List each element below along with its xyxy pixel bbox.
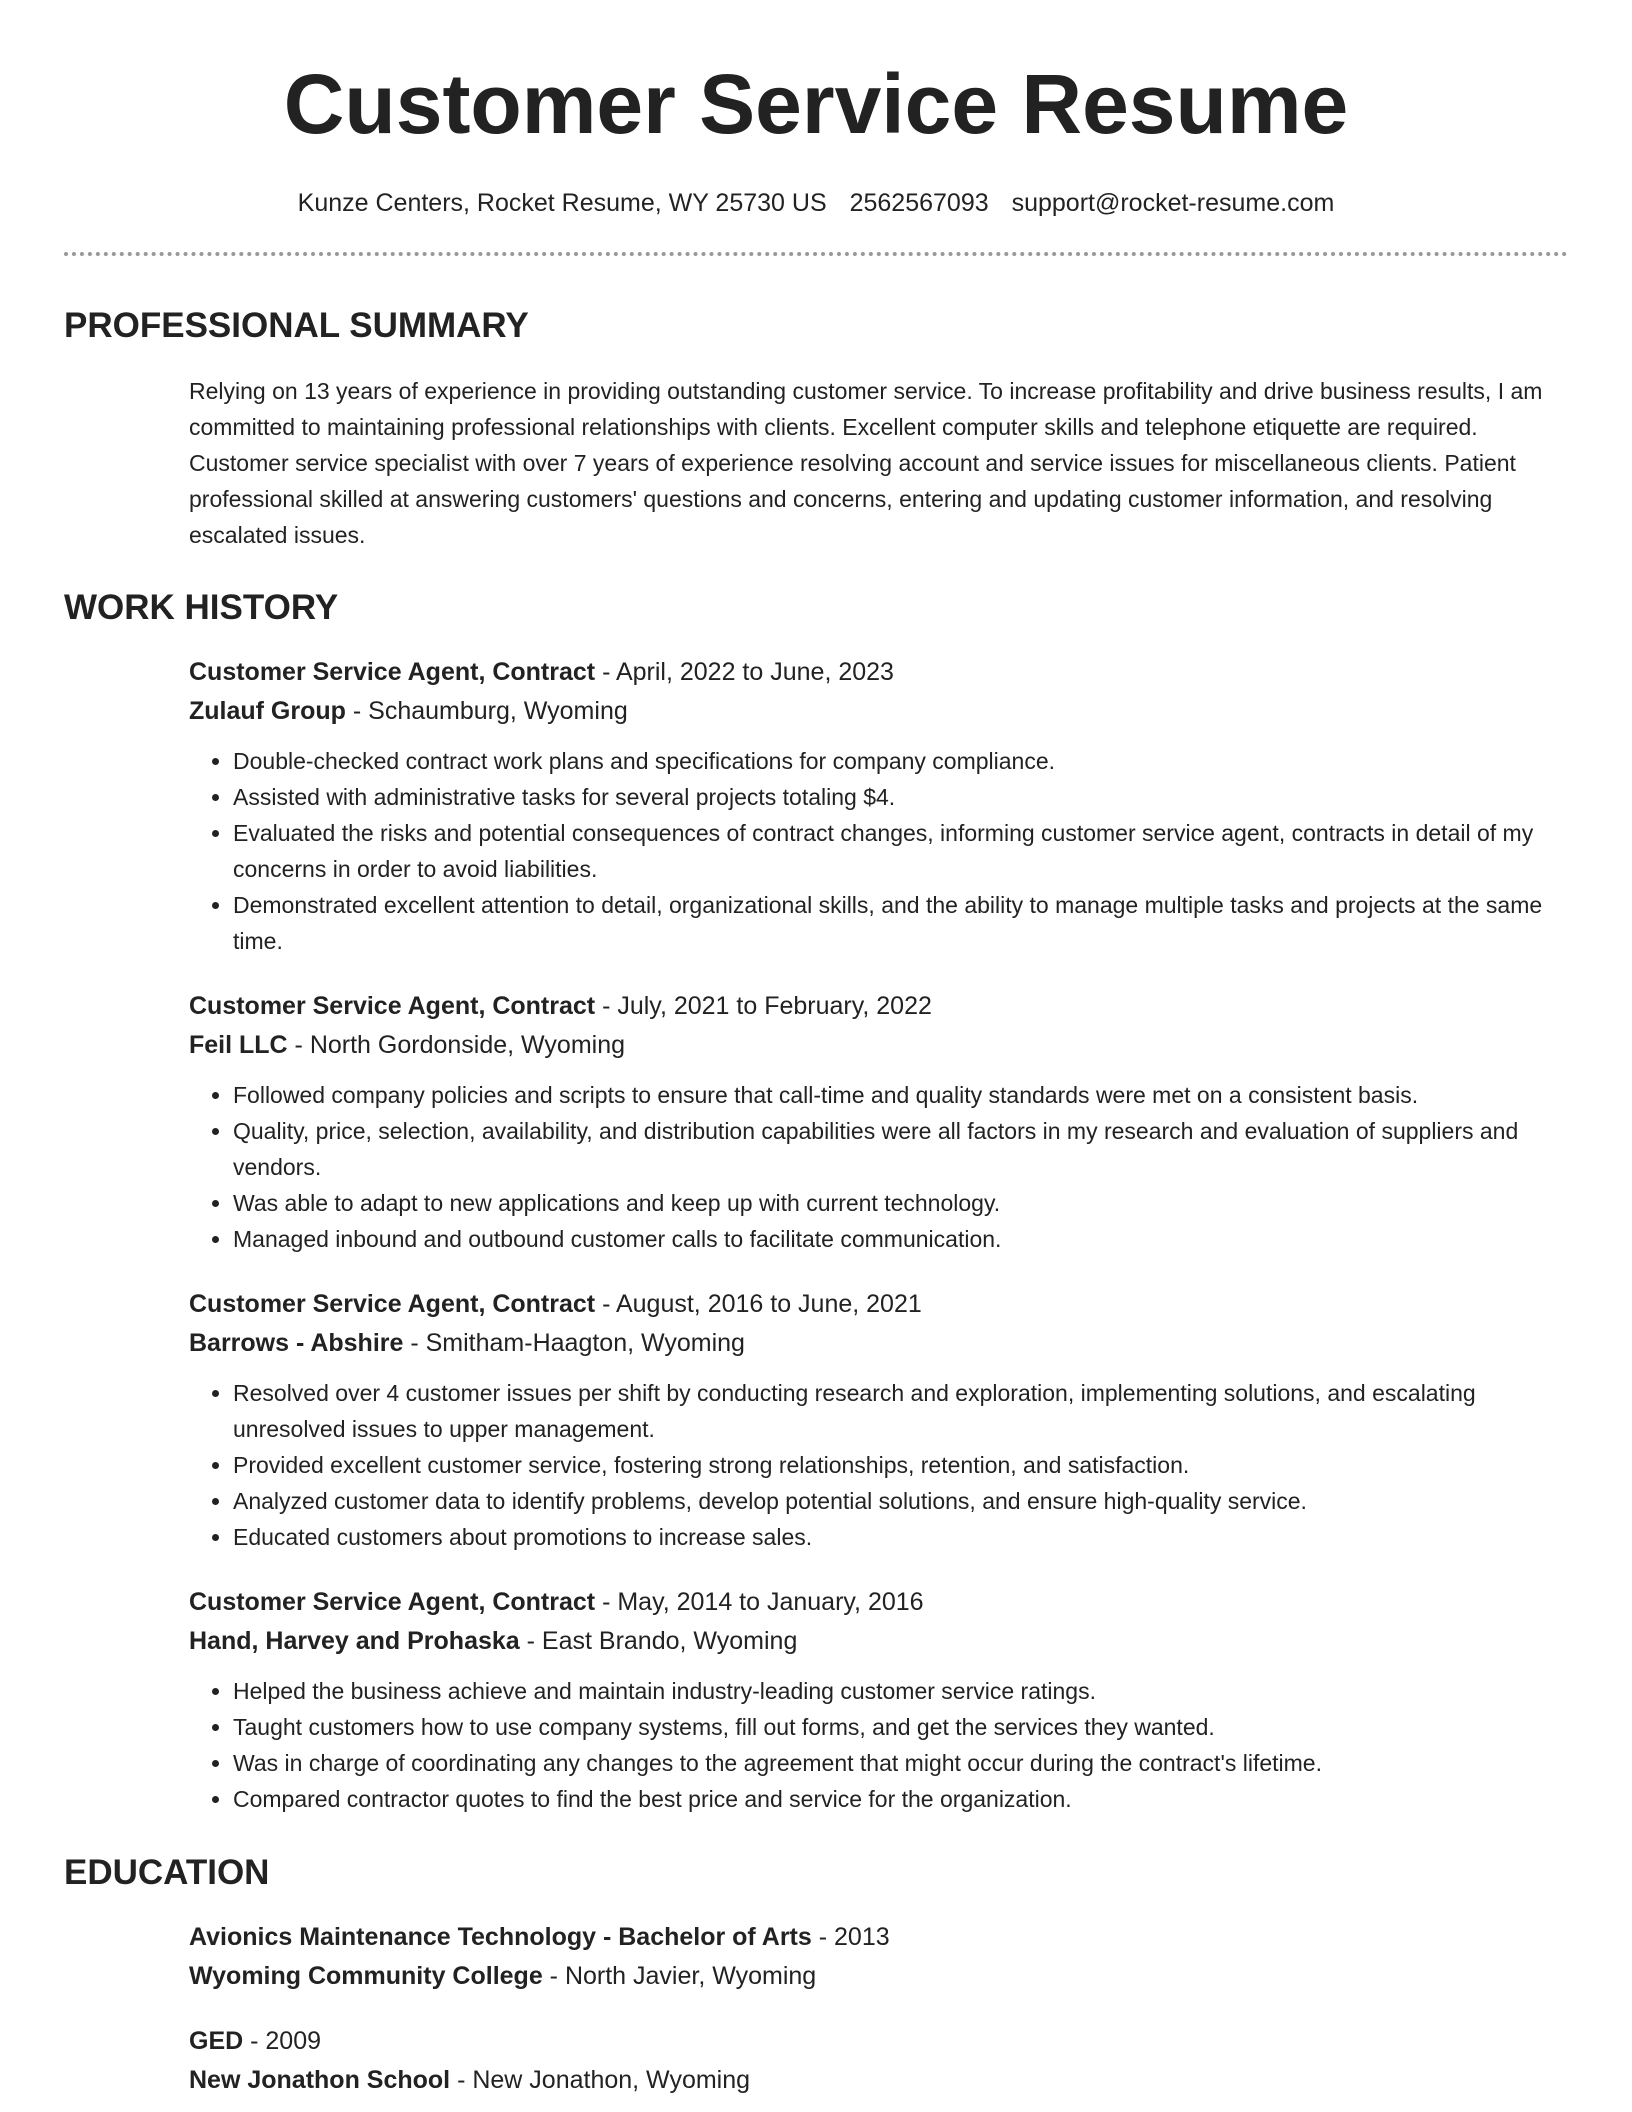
- section-title-education: EDUCATION: [64, 1853, 270, 1892]
- job-title: Customer Service Agent, Contract: [189, 1588, 596, 1616]
- bullet-item: • Double-checked contract work plans and specifications for company compliance.: [233, 743, 1568, 779]
- graduation-year: 2009: [265, 2027, 322, 2055]
- school-name: New Jonathon School: [189, 2066, 451, 2094]
- company-name: Hand, Harvey and Prohaska: [189, 1627, 520, 1655]
- bullet-item: • Resolved over 4 customer issues per shift by conducting research and exploration, implementing solutions, and escalating unresolved issues to upper management.: [233, 1375, 1568, 1447]
- separator: -: [345, 697, 369, 725]
- job-entry: [189, 987, 1568, 1257]
- job-location: Schaumburg, Wyoming: [368, 697, 628, 725]
- job-entry: [189, 1285, 1568, 1555]
- degree: GED: [189, 2027, 244, 2055]
- job-entry: [189, 1583, 1568, 1817]
- contact-email: support@rocket-resume.com: [1011, 189, 1335, 217]
- job-bullets: [189, 1077, 1568, 1257]
- bullet-item: • Taught customers how to use company systems, fill out forms, and get the services they wanted.: [233, 1709, 1568, 1745]
- education-entry: [189, 1918, 1568, 1996]
- bullet-item: • Assisted with administrative tasks for several projects totaling $4.: [233, 779, 1568, 815]
- separator: -: [595, 1588, 618, 1616]
- job-dates: August, 2016 to June, 2021: [615, 1290, 922, 1318]
- bullet-item: • Helped the business achieve and maintain industry-leading customer service ratings.: [233, 1673, 1568, 1709]
- contact-address: Kunze Centers, Rocket Resume, WY 25730 US: [297, 189, 827, 217]
- job-location: East Brando, Wyoming: [541, 1627, 798, 1655]
- school-name: Wyoming Community College: [189, 1962, 543, 1990]
- job-title: Customer Service Agent, Contract: [189, 992, 596, 1020]
- separator: -: [595, 992, 618, 1020]
- company-name: Feil LLC: [189, 1031, 288, 1059]
- education-entry: [189, 2022, 1568, 2100]
- bullet-item: • Compared contractor quotes to find the best price and service for the organization.: [233, 1781, 1568, 1817]
- bullet-item: • Was able to adapt to new applications and keep up with current technology.: [233, 1185, 1568, 1221]
- job-bullets: [189, 743, 1568, 959]
- separator: -: [287, 1031, 310, 1059]
- bullet-item: • Quality, price, selection, availability, and distribution capabilities were all factors in my research and evaluation of suppliers and vendors.: [233, 1113, 1568, 1185]
- company-name: Zulauf Group: [189, 697, 346, 725]
- job-entry: [189, 653, 1568, 959]
- job-location: North Gordonside, Wyoming: [309, 1031, 626, 1059]
- bullet-item: • Provided excellent customer service, fostering strong relationships, retention, and satisfaction.: [233, 1447, 1568, 1483]
- bullet-item: • Was in charge of coordinating any changes to the agreement that might occur during the contract's lifetime.: [233, 1745, 1568, 1781]
- separator: -: [519, 1627, 542, 1655]
- job-title: Customer Service Agent, Contract: [189, 1290, 596, 1318]
- job-dates: May, 2014 to January, 2016: [617, 1588, 924, 1616]
- bullet-item: • Educated customers about promotions to increase sales.: [233, 1519, 1568, 1555]
- separator: -: [403, 1329, 426, 1357]
- degree: Avionics Maintenance Technology - Bachelor of Arts: [189, 1923, 812, 1951]
- separator: -: [542, 1962, 565, 1990]
- job-bullets: [189, 1673, 1568, 1817]
- resume-page: [64, 0, 1568, 2100]
- separator: -: [243, 2027, 266, 2055]
- section-title-work-history: WORK HISTORY: [64, 588, 339, 627]
- job-location: Smitham-Haagton, Wyoming: [425, 1329, 745, 1357]
- resume-title: Customer Service Resume: [283, 57, 1349, 151]
- bullet-item: • Demonstrated excellent attention to detail, organizational skills, and the ability to manage multiple tasks and projects at the same time.: [233, 887, 1568, 959]
- separator: -: [811, 1923, 835, 1951]
- bullet-item: • Analyzed customer data to identify problems, develop potential solutions, and ensure high-quality service.: [233, 1483, 1568, 1519]
- school-location: North Javier, Wyoming: [564, 1962, 817, 1990]
- school-location: New Jonathon, Wyoming: [472, 2066, 751, 2094]
- contact-phone: 2562567093: [849, 189, 989, 217]
- bullet-item: • Followed company policies and scripts to ensure that call-time and quality standards were met on a consistent basis.: [233, 1077, 1568, 1113]
- separator: -: [595, 1290, 616, 1318]
- contact-line: [64, 188, 1568, 218]
- job-title: Customer Service Agent, Contract: [189, 658, 596, 686]
- graduation-year: 2013: [834, 1923, 890, 1951]
- summary-text: Relying on 13 years of experience in providing outstanding customer service. To increase profitability and drive business results, I am committed to maintaining professional relationships with clients. Excellent computer skills and telephone etiquette are required. Customer service specialist with over 7 years of experience resolving account and service issues for miscellaneous clients. Patient professional skilled at answering customers' questions and concerns, entering and updating customer information, and resolving escalated issues.: [189, 378, 1543, 548]
- separator: -: [595, 658, 616, 686]
- bullet-item: • Evaluated the risks and potential consequences of contract changes, informing customer service agent, contracts in detail of my concerns in order to avoid liabilities.: [233, 815, 1568, 887]
- job-dates: April, 2022 to June, 2023: [615, 658, 894, 686]
- company-name: Barrows - Abshire: [189, 1329, 404, 1357]
- header-divider: [64, 252, 1568, 256]
- section-title-summary: PROFESSIONAL SUMMARY: [64, 306, 529, 345]
- bullet-item: • Managed inbound and outbound customer calls to facilitate communication.: [233, 1221, 1568, 1257]
- job-dates: July, 2021 to February, 2022: [617, 992, 932, 1020]
- separator: -: [450, 2066, 473, 2094]
- job-bullets: [189, 1375, 1568, 1555]
